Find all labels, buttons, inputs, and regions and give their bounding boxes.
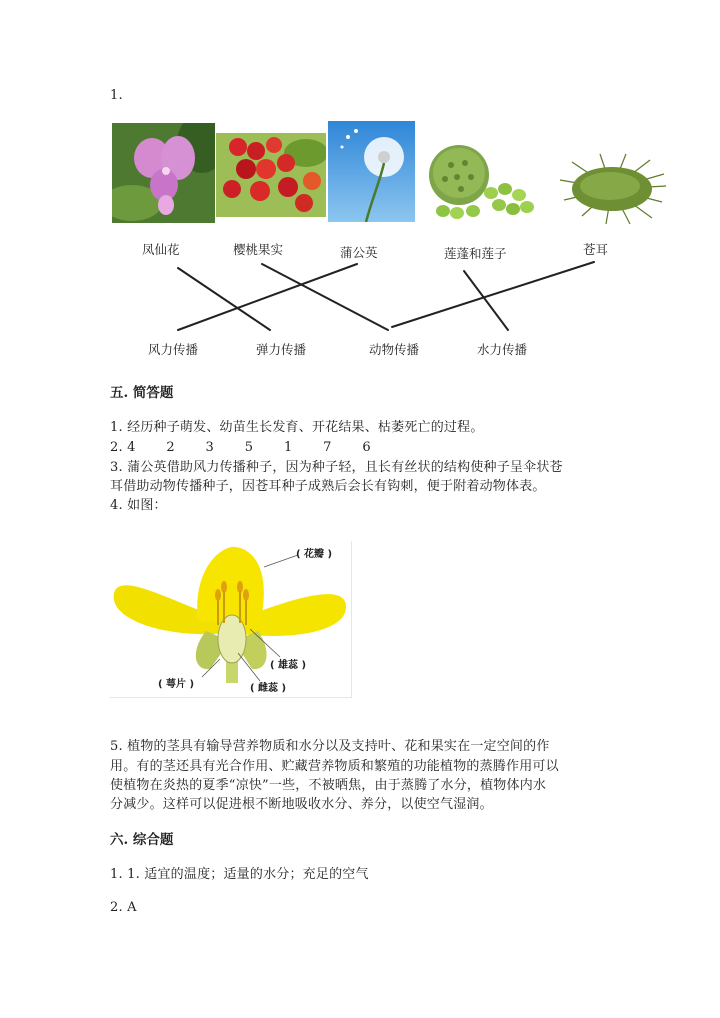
answer-line: 2. 4 2 3 5 1 7 6 <box>110 440 371 455</box>
answer-line: 用。有的茎还具有光合作用、贮藏营养物质和繁殖的功能植物的蒸腾作用可以 <box>110 759 559 774</box>
match-line-lotus <box>464 271 508 330</box>
method-label-water: 水力传播 <box>477 342 528 357</box>
plant-label-cocklebur: 苍耳 <box>583 242 609 257</box>
answer-line: 1. 经历种子萌发、幼苗生长发育、开花结果、枯萎死亡的过程。 <box>110 420 484 435</box>
plant-label-dandelion: 蒲公英 <box>340 245 378 260</box>
flower-label-stamen: ( 雄蕊 ) <box>270 660 307 671</box>
method-label-animal: 动物传播 <box>369 342 420 357</box>
flower-label-sepal: ( 萼片 ) <box>158 679 195 690</box>
method-label-elastic: 弹力传播 <box>256 342 307 357</box>
answer-line: 2. A <box>110 900 137 915</box>
answer-line: 耳借助动物传播种子，因苍耳种子成熟后会长有钩刺，便于附着动物体表。 <box>110 479 546 494</box>
method-label-wind: 风力传播 <box>148 342 199 357</box>
flower-label-petal: ( 花瓣 ) <box>296 549 333 560</box>
plant-label-lotus: 莲蓬和莲子 <box>444 246 507 261</box>
section-title-short-answer: 五. 简答题 <box>110 385 174 401</box>
flower-label-pistil: ( 雌蕊 ) <box>250 683 287 694</box>
match-line-cherry <box>262 264 388 330</box>
match-line-cocklebur <box>392 262 594 327</box>
answer-line: 4. 如图： <box>110 498 167 513</box>
match-line-dandelion <box>178 264 357 330</box>
answer-line: 分减少。这样可以促进根不断地吸收水分、养分，以使空气湿润。 <box>110 797 493 812</box>
answer-line: 3. 蒲公英借助风力传播种子，因为种子轻，且长有丝状的结构使种子呈伞状苍 <box>110 460 563 475</box>
question-number: 1. <box>110 88 123 103</box>
answer-line: 使植物在炎热的夏季“凉快”一些，不被晒焦，由于蒸腾了水分，植物体内水 <box>110 778 547 793</box>
match-line-impatiens <box>178 268 270 330</box>
answer-line: 1. 1. 适宜的温度；适量的水分；充足的空气 <box>110 867 369 882</box>
flower-structure-diagram <box>110 541 352 698</box>
plant-label-impatiens: 凤仙花 <box>142 242 180 257</box>
answer-line: 5. 植物的茎具有输导营养物质和水分以及支持叶、花和果实在一定空间的作 <box>110 739 550 754</box>
section-title-comprehensive: 六. 综合题 <box>110 832 174 848</box>
plant-label-cherry: 樱桃果实 <box>233 242 284 257</box>
